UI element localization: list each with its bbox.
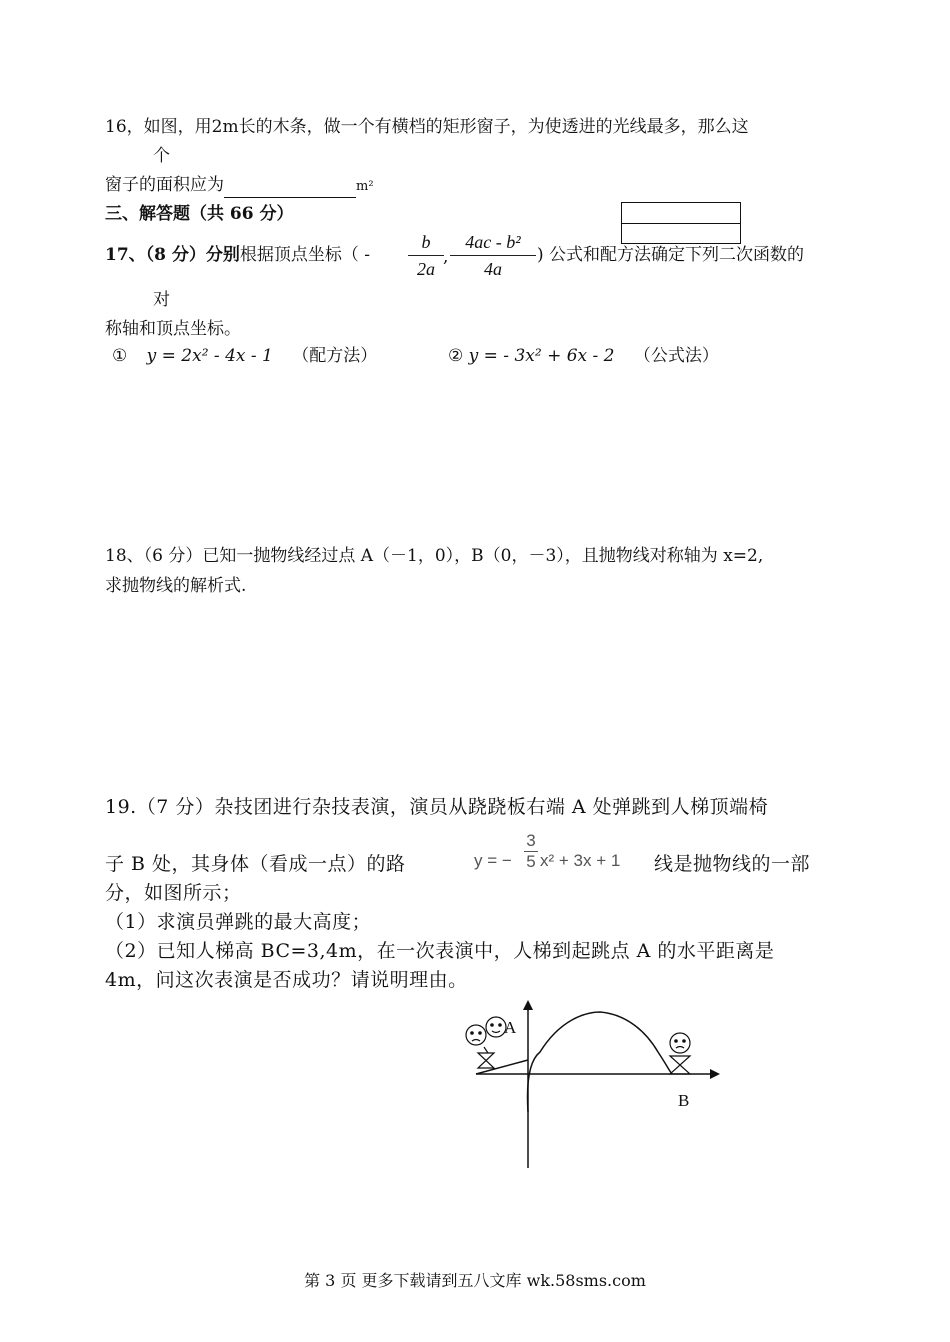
- window-crossbar: [622, 223, 740, 224]
- q17-text-after: ) 公式和配方法确定下列二次函数的: [537, 245, 805, 265]
- q17-frac2-num: 4ac - b²: [465, 232, 521, 252]
- q19-eq-lead: y = −: [474, 851, 512, 870]
- q19-equation: [474, 851, 512, 871]
- y-axis-arrow: [523, 1000, 533, 1010]
- q17-item1-method: （配方法）: [292, 346, 378, 366]
- q17-text-before: 根据顶点坐标（ -: [239, 245, 371, 265]
- q19-eq-den: 5: [526, 852, 536, 871]
- window-diagram: [621, 202, 741, 244]
- q19-eq-rest: x² + 3x + 1: [540, 851, 621, 870]
- q17-item2-eq: y = - 3x² + 6x - 2: [468, 346, 615, 366]
- q17-label-text: 17、（8 分）分别: [105, 245, 240, 265]
- q17-comma: ,: [443, 247, 449, 267]
- q16-line1b: 个: [153, 146, 170, 166]
- x-axis-arrow: [710, 1069, 720, 1079]
- q19-line1: 19.（7 分）杂技团进行杂技表演，演员从跷跷板右端 A 处弹跳到人梯顶端椅: [105, 796, 769, 818]
- q18-line2: 求抛物线的解析式.: [105, 576, 247, 596]
- q16-line2: [105, 174, 374, 198]
- q19-eq-num: 3: [526, 831, 536, 850]
- acrobat-figure: [440, 1000, 730, 1175]
- performer-a: [466, 1017, 506, 1068]
- q17-item2: [448, 345, 719, 367]
- q16-answer-blank: [224, 181, 356, 198]
- q17-item1-marker: ①: [112, 346, 128, 366]
- q17-frac2-den: 4a: [484, 259, 502, 279]
- q19-line3: 分，如图所示；: [105, 882, 242, 904]
- label-a: A: [504, 1018, 517, 1037]
- q16-line2-prefix: 窗子的面积应为: [105, 175, 224, 195]
- q16-line1: 16，如图，用2m长的木条，做一个有横档的矩形窗子，为使透进的光线最多，那么这: [105, 117, 749, 137]
- q16-unit: m²: [356, 179, 374, 194]
- q17-frac1-den: 2a: [417, 259, 435, 279]
- performer-b: [670, 1033, 690, 1074]
- q17-item1-eq: y = 2x² - 4x - 1: [146, 346, 273, 366]
- q17-line1b: 对: [153, 290, 170, 310]
- label-b: B: [678, 1091, 690, 1110]
- q17-item1: [112, 345, 377, 367]
- q19-sub1: （1）求演员弹跳的最大高度；: [105, 911, 372, 933]
- q19-line2b: 线是抛物线的一部: [654, 853, 811, 875]
- q18-line1: 18、（6 分）已知一抛物线经过点 A（－1，0），B（0，－3），且抛物线对称轴为 x=2,: [105, 546, 764, 566]
- q17-frac2: [450, 230, 536, 281]
- page-footer: 第 3 页 更多下载请到五八文库 wk.58sms.com: [304, 1271, 646, 1290]
- q17-item2-marker: ②: [448, 346, 464, 366]
- q17-frac1-num: b: [421, 232, 431, 252]
- q17-line2: 称轴和顶点坐标。: [105, 319, 241, 339]
- trajectory-curve: [528, 1012, 673, 1112]
- q17-label: [105, 244, 370, 266]
- q19-line2a: 子 B 处，其身体（看成一点）的路: [105, 853, 406, 875]
- section3-title: 三、解答题（共 66 分）: [105, 204, 294, 224]
- q17-item2-method: （公式法）: [633, 346, 719, 366]
- q17-frac1: [408, 230, 444, 281]
- q19-eq-frac: [524, 831, 538, 872]
- q19-sub2b: 4m，问这次表演是否成功？请说明理由。: [105, 969, 468, 991]
- q19-sub2: （2）已知人梯高 BC=3,4m，在一次表演中，人梯到起跳点 A 的水平距离是: [105, 940, 775, 962]
